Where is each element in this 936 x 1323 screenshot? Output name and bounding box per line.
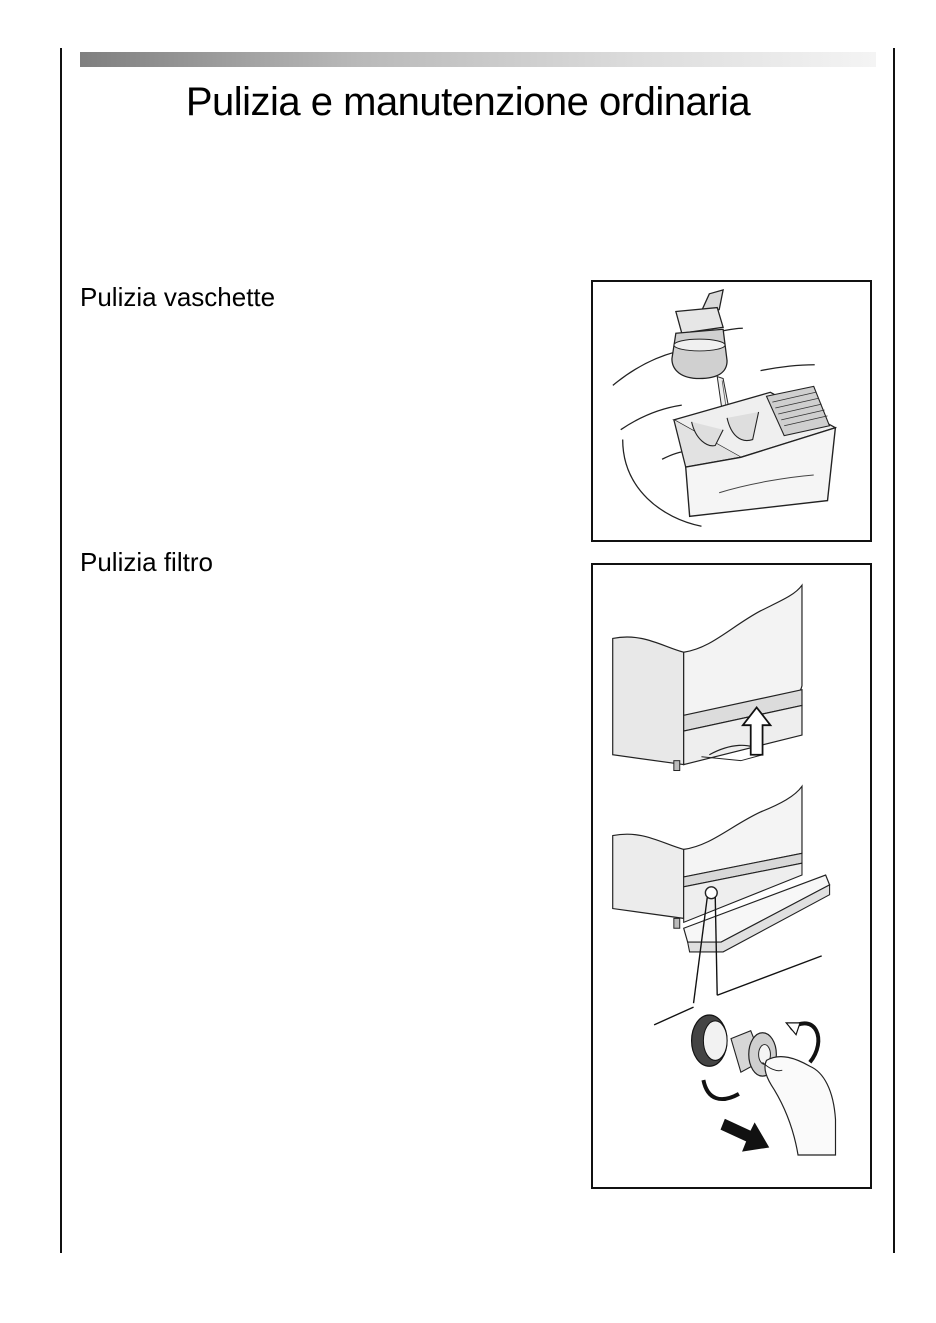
header-gradient-bar (80, 52, 876, 67)
filter-cleaning-figure (591, 563, 872, 1189)
section-title-filter: Pulizia filtro (80, 547, 213, 577)
detergent-drawer-rinse-icon (593, 282, 870, 540)
left-margin-rule (60, 48, 62, 1253)
section-title-detergent-drawer: Pulizia vaschette (80, 282, 276, 312)
page-title: Pulizia e manutenzione ordinaria (185, 80, 751, 124)
detergent-drawer-figure (591, 280, 872, 542)
filter-removal-icon (593, 565, 870, 1187)
right-margin-rule (893, 48, 895, 1253)
